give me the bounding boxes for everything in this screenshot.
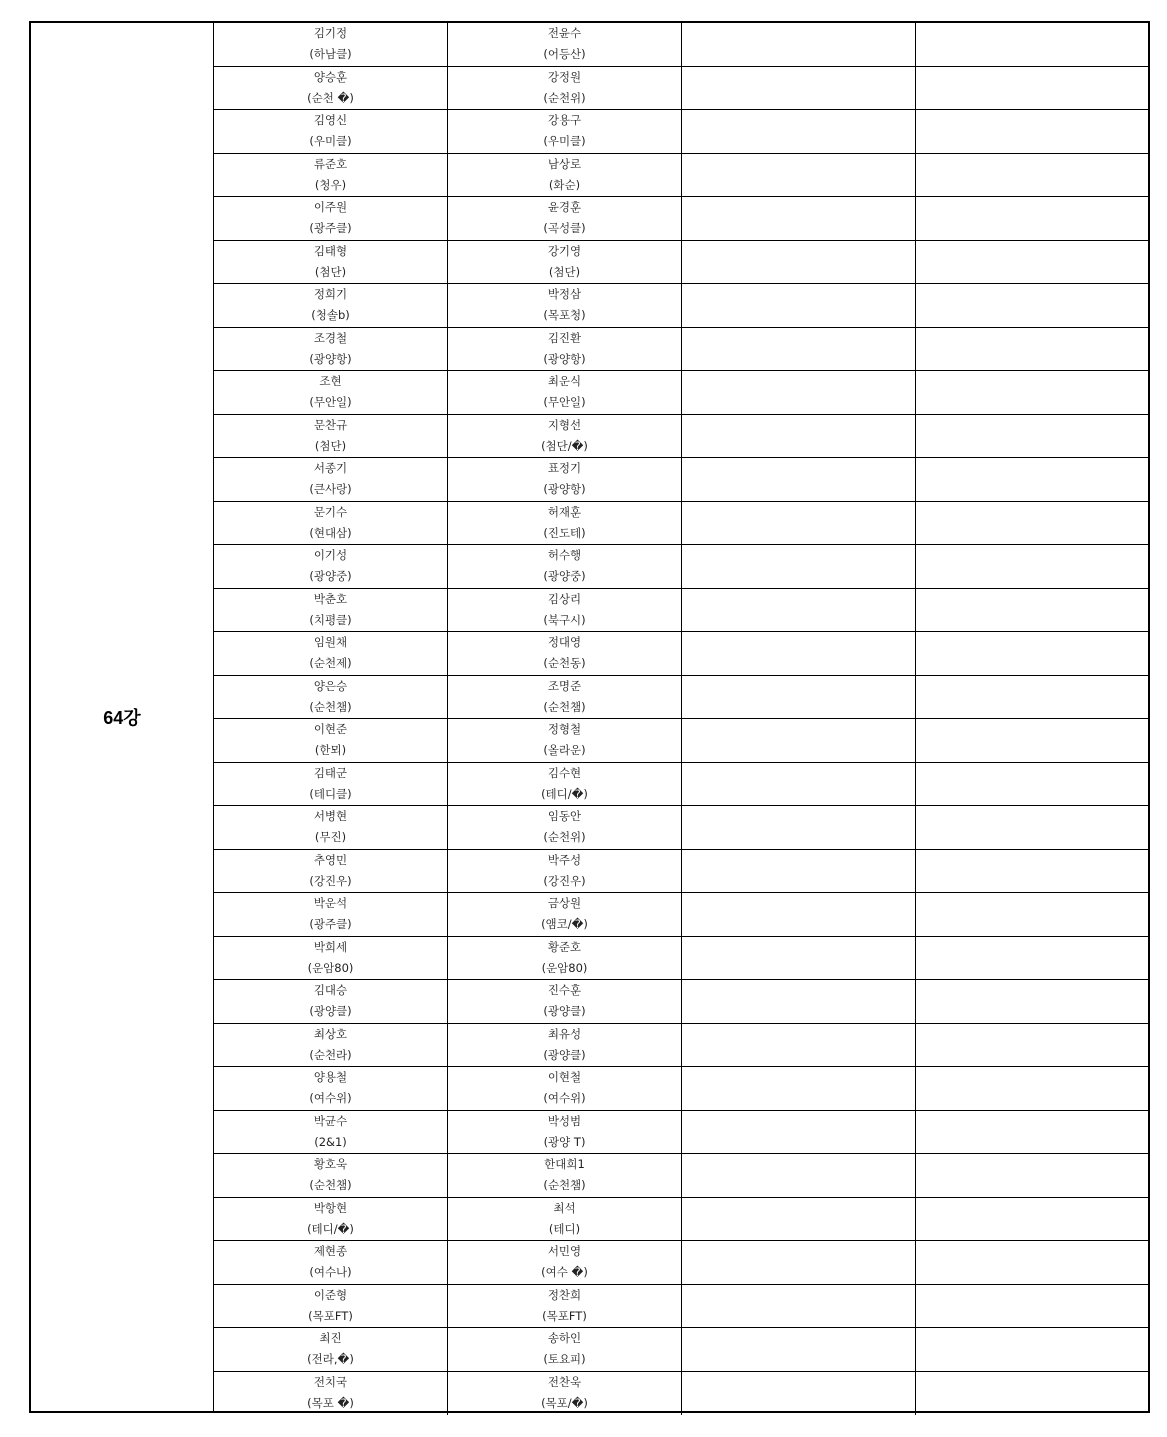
player-1-cell [214,1198,448,1241]
player-club: (광양항) [543,351,586,366]
match-row [214,545,1148,589]
player-2-cell [448,806,682,849]
player-name: 김태형 [313,243,348,258]
match-row [214,719,1148,763]
result-cell-1 [682,197,916,240]
result-cell-1 [682,763,916,806]
player-2-cell [448,1198,682,1241]
player-club: (운암80) [307,960,354,975]
bracket-sheet [29,21,1150,1413]
match-row [214,328,1148,372]
result-cell-1 [682,632,916,675]
match-row [214,67,1148,111]
player-name: 박정삼 [547,287,582,302]
player-name: 최진 [319,1331,342,1346]
player-2-cell [448,1154,682,1197]
player-1-cell [214,545,448,588]
player-1-cell [214,806,448,849]
player-2-cell [448,545,682,588]
result-cell-2 [916,763,1148,806]
match-row [214,850,1148,894]
result-cell-1 [682,415,916,458]
result-cell-1 [682,110,916,153]
match-row [214,371,1148,415]
player-name: 박희세 [313,939,348,954]
player-name: 박균수 [313,1113,348,1128]
player-club: (광양클) [543,1004,586,1019]
player-club: (강진우) [309,873,352,888]
player-club: (여수 �) [541,1265,588,1280]
player-club: (목포FT) [308,1308,353,1323]
player-name: 허수행 [547,548,582,563]
match-row [214,763,1148,807]
player-name: 박성범 [547,1113,582,1128]
match-row [214,1111,1148,1155]
result-cell-1 [682,284,916,327]
player-1-cell [214,632,448,675]
match-row [214,1285,1148,1329]
result-cell-2 [916,1372,1148,1416]
result-cell-2 [916,1111,1148,1154]
player-club: (우미클) [309,134,352,149]
player-1-cell [214,67,448,110]
result-cell-2 [916,806,1148,849]
player-club: (청우) [314,177,347,192]
player-1-cell [214,1285,448,1328]
player-club: (순천챔) [543,699,586,714]
match-row [214,1154,1148,1198]
player-club: (테디) [548,1221,581,1236]
player-club: (무안일) [543,395,586,410]
result-cell-1 [682,502,916,545]
player-name: 최상호 [313,1026,348,1041]
player-name: 강정원 [547,69,582,84]
result-cell-2 [916,1285,1148,1328]
round-label: 64강 [31,23,214,1411]
player-club: (광양 T) [543,1134,586,1149]
player-club: (순천챔) [309,699,352,714]
player-club: (어등산) [543,47,586,62]
player-name: 박주성 [547,852,582,867]
player-2-cell [448,1372,682,1416]
player-name: 김대승 [313,983,348,998]
player-club: (2&1) [314,1134,347,1149]
player-club: (무안일) [309,395,352,410]
player-name: 김수현 [547,765,582,780]
player-2-cell [448,502,682,545]
player-name: 문찬규 [313,417,348,432]
player-2-cell [448,371,682,414]
player-name: 이기성 [313,548,348,563]
player-2-cell [448,1024,682,1067]
player-club: (순천챔) [543,1178,586,1193]
player-club: (순천라) [309,1047,352,1062]
result-cell-2 [916,241,1148,284]
player-club: (전라,�) [307,1352,354,1367]
player-club: (북구시) [543,612,586,627]
result-cell-2 [916,850,1148,893]
result-cell-1 [682,937,916,980]
player-2-cell [448,241,682,284]
player-2-cell [448,23,682,66]
player-club: (진도테) [543,525,586,540]
player-club: (우미클) [543,134,586,149]
player-2-cell [448,850,682,893]
result-cell-2 [916,719,1148,762]
match-row [214,458,1148,502]
match-row [214,893,1148,937]
player-name: 최운식 [547,374,582,389]
result-cell-1 [682,328,916,371]
match-row [214,241,1148,285]
result-cell-1 [682,371,916,414]
player-name: 이주원 [313,200,348,215]
player-club: (여수위) [309,1091,352,1106]
player-club: (무진) [314,830,347,845]
result-cell-2 [916,1198,1148,1241]
player-name: 황준호 [547,939,582,954]
player-name: 정형철 [547,722,582,737]
player-name: 남상로 [547,156,582,171]
player-2-cell [448,1285,682,1328]
player-1-cell [214,458,448,501]
result-cell-1 [682,241,916,284]
player-name: 추영민 [313,852,348,867]
player-name: 박춘호 [313,591,348,606]
result-cell-2 [916,1067,1148,1110]
result-cell-1 [682,154,916,197]
result-cell-2 [916,676,1148,719]
player-name: 강용구 [547,113,582,128]
match-row [214,1067,1148,1111]
player-club: (광양중) [309,569,352,584]
player-name: 양승훈 [313,69,348,84]
player-2-cell [448,284,682,327]
player-2-cell [448,154,682,197]
player-name: 서병현 [313,809,348,824]
player-name: 한대희1 [544,1157,585,1172]
player-club: (목포/�) [541,1396,588,1411]
player-1-cell [214,763,448,806]
player-club: (토요피) [543,1352,586,1367]
player-club: (치평클) [309,612,352,627]
result-cell-1 [682,1372,916,1416]
player-name: 이현준 [313,722,348,737]
player-2-cell [448,110,682,153]
player-name: 정희기 [313,287,348,302]
result-cell-1 [682,1241,916,1284]
player-name: 진수훈 [547,983,582,998]
player-name: 전치국 [313,1375,348,1390]
player-1-cell [214,1241,448,1284]
player-name: 류준호 [313,156,348,171]
player-club: (운암80) [541,960,588,975]
player-club: (테디/�) [307,1221,354,1236]
result-cell-2 [916,1241,1148,1284]
result-cell-2 [916,980,1148,1023]
player-name: 조명준 [547,678,582,693]
match-row [214,154,1148,198]
player-2-cell [448,676,682,719]
player-1-cell [214,415,448,458]
player-1-cell [214,719,448,762]
player-club: (큰사랑) [309,482,352,497]
result-cell-2 [916,545,1148,588]
player-1-cell [214,850,448,893]
result-cell-1 [682,67,916,110]
player-2-cell [448,937,682,980]
player-name: 최석 [553,1200,576,1215]
result-cell-2 [916,197,1148,240]
result-cell-1 [682,1067,916,1110]
player-club: (곡성클) [543,221,586,236]
result-cell-2 [916,1328,1148,1371]
player-1-cell [214,676,448,719]
player-1-cell [214,197,448,240]
player-club: (한뫼) [314,743,347,758]
player-name: 지형선 [547,417,582,432]
player-1-cell [214,937,448,980]
player-name: 이현철 [547,1070,582,1085]
player-club: (테디클) [309,786,352,801]
player-2-cell [448,1111,682,1154]
match-row [214,1372,1148,1416]
player-1-cell [214,1067,448,1110]
player-club: (현대삼) [309,525,352,540]
match-row [214,415,1148,459]
player-1-cell [214,1024,448,1067]
player-club: (순천동) [543,656,586,671]
player-name: 김상리 [547,591,582,606]
player-1-cell [214,1372,448,1416]
player-club: (목포 �) [307,1396,354,1411]
player-club: (광양중) [543,569,586,584]
match-row [214,937,1148,981]
player-2-cell [448,67,682,110]
player-club: (광주클) [309,917,352,932]
player-club: (첨단) [548,264,581,279]
player-name: 금상원 [547,896,582,911]
player-club: (광양항) [309,351,352,366]
player-club: (청솔b) [311,308,350,323]
match-row [214,589,1148,633]
player-name: 박운석 [313,896,348,911]
player-club: (여수나) [309,1265,352,1280]
player-club: (순천 �) [307,90,354,105]
result-cell-1 [682,1285,916,1328]
player-1-cell [214,980,448,1023]
player-club: (순천위) [543,90,586,105]
player-club: (광양클) [543,1047,586,1062]
player-club: (광주클) [309,221,352,236]
player-2-cell [448,1067,682,1110]
match-row [214,23,1148,67]
result-cell-2 [916,937,1148,980]
player-club: (하남클) [309,47,352,62]
match-row [214,1241,1148,1285]
result-cell-2 [916,371,1148,414]
player-name: 서종기 [313,461,348,476]
player-1-cell [214,23,448,66]
match-row [214,1328,1148,1372]
match-row [214,1198,1148,1242]
match-row [214,806,1148,850]
player-2-cell [448,1241,682,1284]
result-cell-1 [682,1111,916,1154]
player-2-cell [448,197,682,240]
match-row [214,1024,1148,1068]
result-cell-1 [682,980,916,1023]
player-name: 조현 [319,374,342,389]
player-1-cell [214,328,448,371]
player-2-cell [448,328,682,371]
match-list [214,23,1148,1411]
player-1-cell [214,241,448,284]
player-1-cell [214,1111,448,1154]
player-2-cell [448,632,682,675]
result-cell-1 [682,23,916,66]
player-1-cell [214,589,448,632]
player-club: (첨단) [314,438,347,453]
player-club: (광양클) [309,1004,352,1019]
result-cell-2 [916,589,1148,632]
player-club: (광양항) [543,482,586,497]
match-row [214,632,1148,676]
result-cell-2 [916,23,1148,66]
result-cell-2 [916,110,1148,153]
player-name: 조경철 [313,330,348,345]
player-name: 이준형 [313,1287,348,1302]
player-name: 김태군 [313,765,348,780]
player-name: 양은승 [313,678,348,693]
player-name: 임원채 [313,635,348,650]
player-2-cell [448,893,682,936]
result-cell-1 [682,589,916,632]
match-row [214,676,1148,720]
result-cell-1 [682,1328,916,1371]
result-cell-2 [916,632,1148,675]
result-cell-2 [916,284,1148,327]
player-club: (올라운) [543,743,586,758]
player-club: (앰코/�) [541,917,588,932]
player-name: 황호욱 [313,1157,348,1172]
match-row [214,502,1148,546]
result-cell-2 [916,458,1148,501]
player-2-cell [448,415,682,458]
player-2-cell [448,1328,682,1371]
result-cell-2 [916,154,1148,197]
player-2-cell [448,719,682,762]
player-1-cell [214,893,448,936]
result-cell-2 [916,1154,1148,1197]
player-name: 김영신 [313,113,348,128]
result-cell-1 [682,719,916,762]
result-cell-1 [682,806,916,849]
player-name: 표정기 [547,461,582,476]
player-name: 양용철 [313,1070,348,1085]
player-1-cell [214,371,448,414]
player-name: 정찬희 [547,1287,582,1302]
player-name: 허재훈 [547,504,582,519]
player-name: 윤경훈 [547,200,582,215]
player-club: (여수위) [543,1091,586,1106]
result-cell-2 [916,502,1148,545]
result-cell-2 [916,415,1148,458]
player-name: 박항현 [313,1200,348,1215]
player-name: 임동안 [547,809,582,824]
result-cell-2 [916,893,1148,936]
player-club: (테디/�) [541,786,588,801]
player-name: 김진환 [547,330,582,345]
player-name: 제현종 [313,1244,348,1259]
player-club: (목포청) [543,308,586,323]
player-club: (첨단/�) [541,438,588,453]
match-row [214,110,1148,154]
player-2-cell [448,458,682,501]
player-club: (순천챔) [309,1178,352,1193]
match-row [214,197,1148,241]
player-1-cell [214,284,448,327]
player-2-cell [448,763,682,806]
player-2-cell [448,980,682,1023]
result-cell-1 [682,458,916,501]
player-1-cell [214,110,448,153]
player-club: (순천위) [543,830,586,845]
player-1-cell [214,1154,448,1197]
match-row [214,980,1148,1024]
player-name: 문기수 [313,504,348,519]
player-name: 서민영 [547,1244,582,1259]
player-name: 전찬욱 [547,1375,582,1390]
player-name: 강기영 [547,243,582,258]
result-cell-2 [916,328,1148,371]
player-name: 김기정 [313,26,348,41]
result-cell-2 [916,1024,1148,1067]
player-1-cell [214,154,448,197]
result-cell-1 [682,1154,916,1197]
player-club: (화순) [548,177,581,192]
player-name: 최유성 [547,1026,582,1041]
result-cell-1 [682,893,916,936]
result-cell-1 [682,1024,916,1067]
result-cell-1 [682,545,916,588]
result-cell-1 [682,1198,916,1241]
result-cell-2 [916,67,1148,110]
player-2-cell [448,589,682,632]
player-club: (강진우) [543,873,586,888]
result-cell-1 [682,676,916,719]
result-cell-1 [682,850,916,893]
player-1-cell [214,502,448,545]
player-name: 정대영 [547,635,582,650]
player-1-cell [214,1328,448,1371]
player-name: 송하인 [547,1331,582,1346]
player-club: (첨단) [314,264,347,279]
player-name: 전윤수 [547,26,582,41]
player-club: (목포FT) [542,1308,587,1323]
player-club: (순천제) [309,656,352,671]
match-row [214,284,1148,328]
